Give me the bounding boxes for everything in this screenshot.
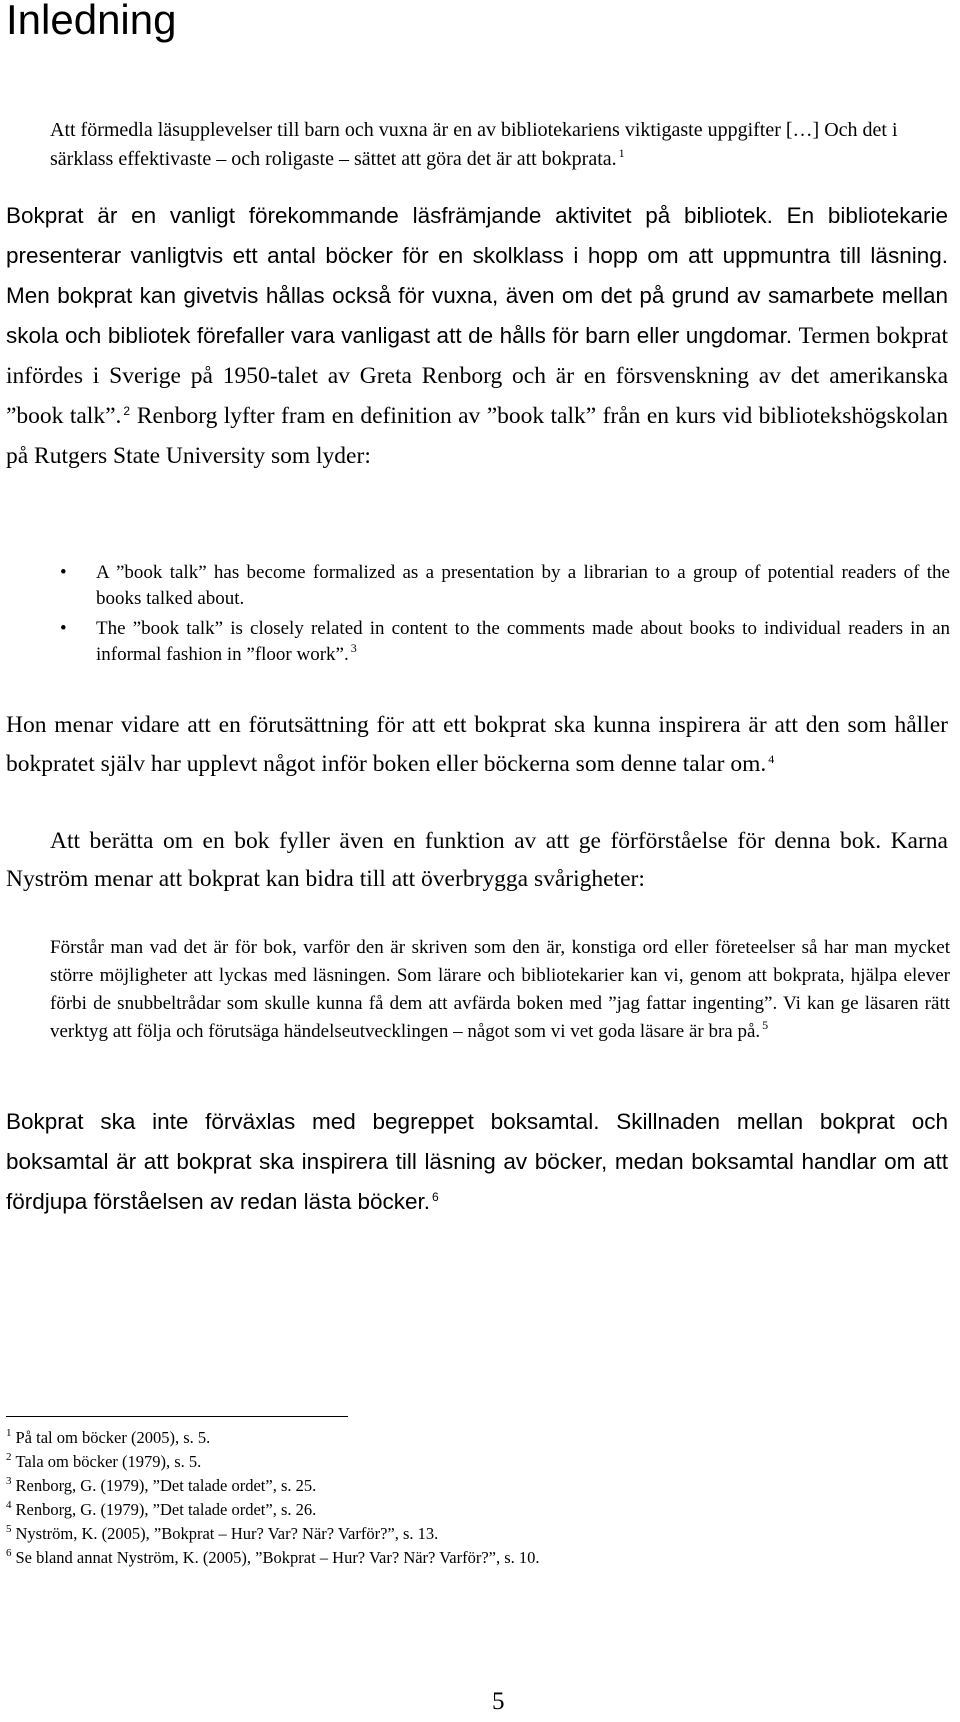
footnote-ref-6[interactable]: 6 bbox=[432, 1190, 439, 1204]
footnote-text: Se bland annat Nyström, K. (2005), ”Bokprat – Hur? Var? När? Varför?”, s. 10. bbox=[15, 1548, 540, 1567]
paragraph-4-text: Bokprat ska inte förväxlas med begreppet boksamtal. Skillnaden mellan bokprat och boksamtal är att bokprat ska inspirera till läsning av böcker, medan boksamtal handlar om att fördjupa förståelsen av redan lästa böcker. bbox=[6, 1109, 948, 1214]
paragraph-4 bbox=[6, 1102, 948, 1222]
footnote-text: Renborg, G. (1979), ”Det talade ordet”, s. 26. bbox=[15, 1500, 317, 1519]
paragraph-2-text: Hon menar vidare att en förutsättning för att ett bokprat ska kunna inspirera är att den som håller bokpratet själv har upplevt något inför boken eller böckerna som denne talar om. bbox=[6, 712, 948, 777]
paragraph-3-text: Att berätta om en bok fyller även en funktion av att ge förförståelse för denna bok. Karna Nyström menar att bokprat kan bidra till att överbrygga svårigheter: bbox=[6, 828, 948, 892]
footnote-text: På tal om böcker (2005), s. 5. bbox=[15, 1428, 211, 1447]
footnote-item bbox=[6, 1474, 540, 1498]
footnote-divider bbox=[6, 1416, 348, 1417]
bullet-item bbox=[60, 616, 950, 668]
page-title: Inledning bbox=[6, 0, 177, 43]
paragraph-1-part3: Renborg lyfter fram en definition av ”book talk” från en kurs vid bibliotekshögskolan på Rutgers State University som lyder: bbox=[6, 403, 948, 469]
block-quote-1 bbox=[50, 116, 910, 174]
footnote-number: 3 bbox=[6, 1475, 12, 1487]
bullet-text: The ”book talk” is closely related in content to the comments made about books to individual readers in an informal fashion in ”floor work”. bbox=[96, 618, 950, 665]
footnote-ref-4[interactable]: 4 bbox=[768, 752, 775, 766]
footnote-ref-5[interactable]: 5 bbox=[762, 1018, 769, 1032]
block-quote-2 bbox=[50, 934, 950, 1046]
footnote-item bbox=[6, 1522, 540, 1546]
footnote-item bbox=[6, 1426, 540, 1450]
footnote-text: Nyström, K. (2005), ”Bokprat – Hur? Var? När? Varför?”, s. 13. bbox=[15, 1524, 439, 1543]
paragraph-1 bbox=[6, 196, 948, 476]
paragraph-3 bbox=[6, 822, 948, 898]
footnote-ref-1[interactable]: 1 bbox=[618, 146, 625, 160]
page-number: 5 bbox=[492, 1688, 505, 1715]
footnote-text: Renborg, G. (1979), ”Det talade ordet”, s. 25. bbox=[15, 1476, 317, 1495]
quote-2-text: Förstår man vad det är för bok, varför den är skriven som den är, konstiga ord eller företeelser så har man mycket större möjligheter att lyckas med läsningen. Som lärare och bibliotekarier kan vi, genom att bokprata, hjälpa elever förbi de snubbeltrådar som skulle kunna få dem att avfärda boken med ”jag fattar ingenting”. Vi kan ge läsaren rätt verktyg att följa och förutsäga händelseutvecklingen – något som vi vet goda läsare är bra på. bbox=[50, 937, 950, 1042]
footnote-number: 6 bbox=[6, 1547, 12, 1559]
quote-1-text: Att förmedla läsupplevelser till barn och vuxna är en av bibliotekariens viktigaste uppgifter […] Och det i särklass effektivaste – och roligaste – sättet att göra det är att bokprata. bbox=[50, 119, 898, 170]
footnote-list bbox=[6, 1426, 540, 1570]
bullet-text: A ”book talk” has become formalized as a presentation by a librarian to a group of potential readers of the books talked about. bbox=[96, 562, 950, 609]
bullet-icon: • bbox=[60, 562, 67, 583]
footnote-ref-2[interactable]: 2 bbox=[123, 404, 131, 418]
footnote-item bbox=[6, 1546, 540, 1570]
bullet-icon: • bbox=[60, 618, 67, 639]
quote-bullet-list bbox=[60, 560, 950, 672]
footnote-number: 5 bbox=[6, 1523, 12, 1535]
paragraph-1-part1: Bokprat är en vanligt förekommande läsfrämjande aktivitet på bibliotek. En bibliotekarie presenterar vanligtvis ett antal böcker för en skolklass i hopp om att uppmuntra till läsning. Men bokprat kan givetvis hållas också för vuxna, även om det på grund av samarbete mellan skola och bibliotek förefaller vara vanligast att de hålls för barn eller ungdomar. bbox=[6, 203, 948, 348]
footnote-number: 1 bbox=[6, 1427, 12, 1439]
footnote-number: 2 bbox=[6, 1451, 12, 1463]
footnote-item bbox=[6, 1450, 540, 1474]
footnote-item bbox=[6, 1498, 540, 1522]
bullet-item bbox=[60, 560, 950, 612]
paragraph-2 bbox=[6, 706, 948, 784]
footnote-number: 4 bbox=[6, 1499, 12, 1511]
footnote-text: Tala om böcker (1979), s. 5. bbox=[15, 1452, 202, 1471]
footnote-ref-3[interactable]: 3 bbox=[350, 641, 357, 655]
paragraph-1-part2: Termen bokprat infördes i Sverige på 1950-talet av Greta Renborg och är en försvenskning av det amerikanska ”book talk”. bbox=[6, 323, 948, 429]
